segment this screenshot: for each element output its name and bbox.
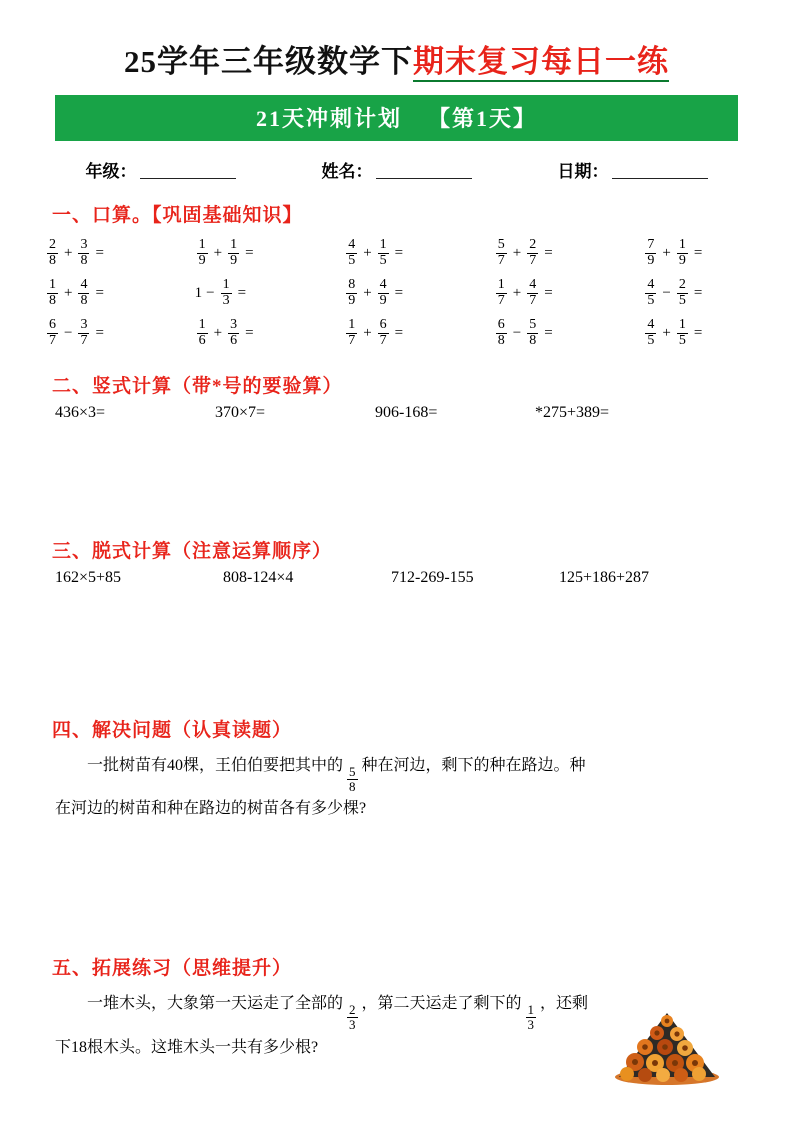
grade-blank[interactable] (140, 163, 236, 179)
operator: + (662, 244, 671, 261)
fraction-denominator: 9 (198, 252, 206, 268)
fraction-numerator: 6 (49, 316, 56, 332)
operator: − (64, 324, 73, 341)
fraction (496, 318, 507, 348)
section-4-heading: 四、解决问题（认真读题） (52, 720, 293, 741)
fraction-denominator: 7 (379, 332, 387, 348)
equals-sign: = (693, 284, 703, 301)
oral-row (45, 273, 793, 313)
day-label: 【第1天】 (428, 106, 538, 131)
fraction (378, 238, 389, 268)
vertical-work-area (0, 422, 793, 518)
equals-sign: = (95, 244, 104, 261)
section-2-heading: 二、竖式计算（带*号的要验算） (52, 376, 343, 397)
fraction-numerator: 3 (230, 316, 238, 332)
fraction-numerator: 2 (49, 236, 56, 252)
equals-sign: = (544, 284, 553, 301)
fraction (378, 318, 389, 348)
fraction (378, 278, 389, 308)
grade-field[interactable] (86, 157, 236, 182)
vertical-expr: *275+389= (535, 404, 610, 421)
oral-problem (45, 318, 195, 348)
fraction-numerator: 1 (198, 316, 206, 332)
fraction (645, 318, 656, 348)
equals-sign: = (693, 324, 703, 341)
fraction (527, 238, 538, 268)
fraction-denominator: 8 (80, 252, 88, 268)
oral-problem (195, 238, 345, 268)
fraction-denominator: 7 (80, 332, 88, 348)
fraction-denominator: 9 (678, 252, 686, 268)
oral-problem (643, 278, 793, 308)
fraction-denominator: 9 (379, 292, 387, 308)
oral-row (45, 233, 793, 273)
fraction-numerator: 1 (222, 276, 230, 292)
tuoshi-expr: 162×5+85 (55, 569, 122, 586)
fraction-denominator: 8 (49, 292, 56, 308)
operator: − (512, 324, 522, 341)
oral-problem (195, 318, 345, 348)
fraction-numerator: 7 (647, 236, 655, 252)
fraction (228, 238, 239, 268)
oral-problem (344, 238, 494, 268)
fraction-denominator: 8 (349, 778, 356, 794)
fraction-denominator: 7 (49, 332, 56, 348)
vertical-calc-row (55, 404, 793, 422)
vertical-expr: 370×7= (215, 404, 266, 421)
fraction-denominator: 7 (529, 292, 537, 308)
oral-row (45, 313, 793, 353)
fraction-denominator: 8 (529, 332, 537, 348)
fraction-numerator: 5 (349, 764, 356, 779)
fraction-numerator: 8 (348, 276, 356, 292)
operator: + (512, 284, 522, 301)
section-5-heading: 五、拓展练习（思维提升） (52, 958, 293, 980)
fraction (197, 238, 208, 268)
fraction-denominator: 6 (198, 332, 206, 348)
problem-4-fraction (347, 765, 358, 793)
fraction (527, 278, 538, 308)
tuoshi-expr: 808-124×4 (223, 569, 294, 586)
equals-sign: = (95, 324, 104, 341)
fraction-denominator: 9 (348, 292, 356, 308)
fraction-denominator: 5 (678, 332, 686, 348)
fraction (527, 318, 538, 348)
name-label: 姓名： (321, 162, 373, 181)
operator: + (363, 244, 372, 261)
fraction-numerator: 1 (348, 316, 356, 332)
fraction-numerator: 1 (527, 1002, 535, 1018)
tuoshi-expr: 712-269-155 (391, 569, 474, 586)
oral-problem (494, 278, 644, 308)
fraction (47, 278, 58, 308)
fraction-numerator: 1 (379, 236, 387, 252)
tuoshi-work-area (0, 587, 793, 697)
fraction-numerator: 3 (80, 236, 88, 252)
fraction-numerator: 4 (80, 276, 88, 292)
oral-problem (45, 278, 195, 308)
fraction-numerator: 1 (198, 236, 206, 252)
fraction-numerator: 5 (497, 236, 505, 252)
fraction (78, 318, 89, 348)
problem-5-part3: ，还剩 (540, 995, 589, 1013)
operator: + (512, 244, 522, 261)
fraction-numerator: 3 (80, 316, 88, 332)
equals-sign: = (394, 324, 404, 341)
fraction (78, 278, 89, 308)
operator: − (662, 284, 671, 301)
equals-sign: = (693, 244, 703, 261)
problem-5-part2: ，第二天运走了剩下的 (361, 995, 522, 1013)
fraction-denominator: 8 (80, 292, 88, 308)
wood-pile-icon (607, 1007, 727, 1085)
fraction-denominator: 9 (647, 252, 655, 268)
operator: + (213, 324, 223, 341)
fraction-numerator: 4 (379, 276, 387, 292)
name-blank[interactable] (376, 163, 472, 179)
fraction (496, 278, 507, 308)
oral-problem (195, 278, 345, 308)
fraction-numerator: 4 (348, 236, 356, 252)
problem-4-part1: 一批树苗有40棵，王伯伯要把其中的 (87, 757, 344, 774)
problem-4-part2: 种在河边，剩下的种在路边。种 (361, 757, 586, 774)
operator: + (662, 324, 671, 341)
operator: + (213, 244, 223, 261)
oral-problem (643, 238, 793, 268)
fraction-numerator: 6 (379, 316, 387, 332)
fraction (496, 238, 507, 268)
operator: − (206, 284, 215, 301)
equals-sign: = (245, 324, 254, 341)
tuoshi-calc-row (55, 569, 793, 587)
whole-number: 1 (194, 284, 203, 301)
equals-sign: = (95, 284, 104, 301)
equals-sign: = (394, 284, 404, 301)
fraction (346, 238, 357, 268)
fraction-denominator: 3 (527, 1016, 535, 1032)
oral-problem (494, 318, 644, 348)
problem-5-line2: 下18根木头。这堆木头一共有多少根? (55, 1038, 319, 1056)
fraction-denominator: 9 (230, 252, 238, 268)
section-3-heading: 三、脱式计算（注意运算顺序） (52, 541, 333, 562)
problem-5-part1: 一堆木头，大象第一天运走了全部的 (87, 995, 344, 1013)
fraction (228, 318, 239, 348)
fraction-numerator: 4 (647, 316, 655, 332)
date-field[interactable] (558, 157, 708, 182)
equals-sign: = (544, 324, 553, 341)
plan-banner (55, 95, 738, 141)
oral-calculation-grid (45, 233, 793, 353)
fraction (346, 318, 357, 348)
fraction (677, 318, 688, 348)
name-field[interactable] (322, 157, 472, 182)
fraction-numerator: 6 (497, 316, 505, 332)
date-blank[interactable] (612, 163, 708, 179)
equals-sign: = (394, 244, 404, 261)
fraction-numerator: 2 (529, 236, 537, 252)
fraction (78, 238, 89, 268)
oral-problem (643, 318, 793, 348)
fraction-denominator: 5 (647, 292, 655, 308)
fraction (645, 278, 656, 308)
section-1-heading: 一、口算。【巩固基础知识】 (52, 205, 303, 226)
tuoshi-expr: 125+186+287 (559, 569, 650, 586)
student-info-row (0, 157, 793, 182)
fraction-numerator: 2 (678, 276, 686, 292)
equals-sign: = (245, 244, 254, 261)
fraction (677, 278, 688, 308)
fraction-denominator: 5 (348, 252, 356, 268)
fraction-denominator: 8 (49, 252, 56, 268)
equals-sign: = (237, 284, 247, 301)
fraction (221, 278, 232, 308)
fraction-denominator: 5 (647, 332, 655, 348)
problem-4-work-area (0, 825, 793, 935)
problem-4-line2: 在河边的树苗和种在路边的树苗各有多少棵? (55, 800, 367, 818)
fraction-numerator: 4 (529, 276, 537, 292)
fraction-numerator: 4 (647, 276, 655, 292)
problem-5-fraction-2 (526, 1003, 537, 1031)
oral-problem (45, 238, 195, 268)
problem-5-fraction-1 (347, 1003, 358, 1031)
page-title (0, 36, 793, 81)
fraction-denominator: 7 (497, 252, 505, 268)
fraction (645, 238, 656, 268)
fraction (47, 318, 58, 348)
fraction-denominator: 5 (678, 292, 686, 308)
fraction-denominator: 7 (529, 252, 537, 268)
plan-label: 21天冲刺计划 (255, 106, 402, 131)
fraction-denominator: 8 (497, 332, 505, 348)
fraction-denominator: 6 (230, 332, 238, 348)
fraction-denominator: 7 (497, 292, 505, 308)
fraction-numerator: 2 (349, 1002, 356, 1018)
fraction (47, 238, 58, 268)
vertical-expr: 436×3= (55, 404, 106, 421)
fraction-numerator: 1 (230, 236, 238, 252)
oral-problem (494, 238, 644, 268)
oral-problem (344, 278, 494, 308)
operator: + (64, 284, 73, 301)
problem-4-text (55, 750, 738, 825)
fraction (346, 278, 357, 308)
fraction-numerator: 1 (49, 276, 56, 292)
vertical-expr: 906-168= (375, 404, 438, 421)
fraction (677, 238, 688, 268)
fraction-denominator: 5 (379, 252, 387, 268)
page-title-red: 期末复习每日一练 (413, 44, 669, 82)
operator: + (64, 244, 73, 261)
operator: + (363, 324, 372, 341)
oral-problem (344, 318, 494, 348)
fraction-numerator: 5 (529, 316, 537, 332)
fraction-numerator: 1 (678, 236, 686, 252)
grade-label: 年级： (85, 162, 137, 181)
date-label: 日期： (557, 162, 609, 181)
fraction-denominator: 3 (349, 1016, 356, 1032)
fraction (197, 318, 208, 348)
fraction-numerator: 1 (678, 316, 686, 332)
fraction-denominator: 7 (348, 332, 356, 348)
fraction-numerator: 1 (497, 276, 505, 292)
operator: + (363, 284, 372, 301)
page-title-black: 25学年三年级数学下 (124, 44, 413, 79)
equals-sign: = (544, 244, 553, 261)
fraction-denominator: 3 (222, 292, 230, 308)
